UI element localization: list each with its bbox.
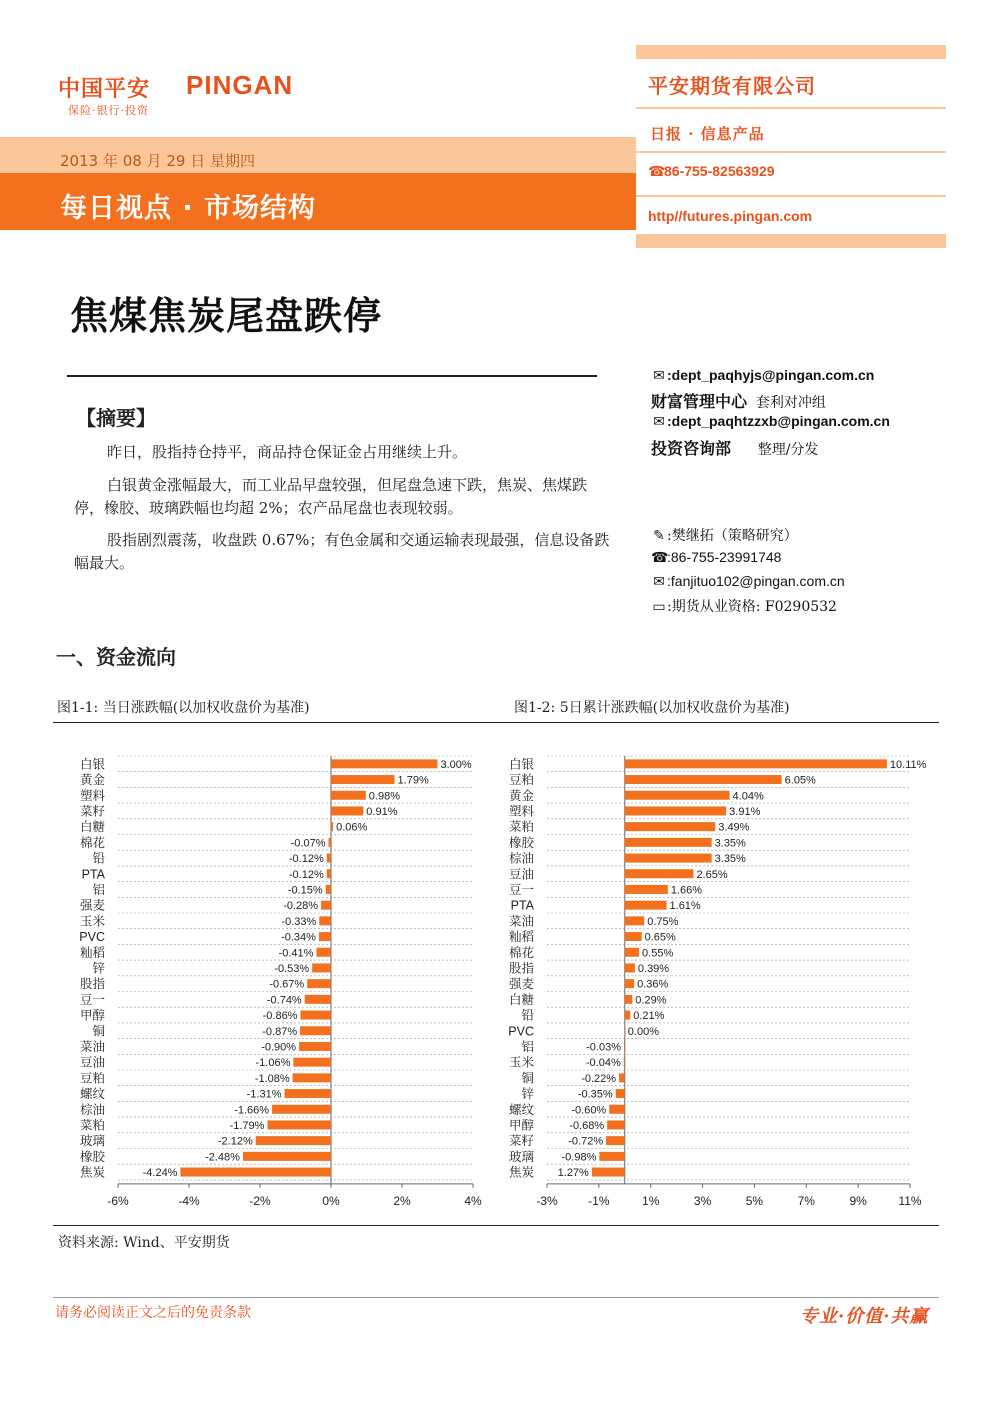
- x-tick-label: 3%: [693, 1193, 712, 1208]
- bar: [331, 822, 333, 831]
- chart-5day-change: [500, 740, 940, 1220]
- data-label: 1.27%: [557, 1167, 589, 1180]
- x-tick-label: 11%: [898, 1193, 922, 1208]
- pen-icon: ✎: [653, 528, 665, 544]
- x-tick-label: 4%: [464, 1193, 482, 1208]
- category-label: 焦炭: [508, 1165, 534, 1180]
- logo-en: PINGAN: [186, 70, 294, 100]
- data-label: 0.21%: [633, 1010, 665, 1023]
- bar: [624, 1058, 625, 1067]
- company-phone: [648, 163, 775, 180]
- category-label: 白糖: [508, 992, 534, 1007]
- bar: [300, 1026, 331, 1035]
- data-label: -0.03%: [586, 1041, 622, 1054]
- data-label: 0.29%: [635, 994, 667, 1007]
- bar: [299, 1042, 331, 1051]
- phone-icon: ☎: [648, 164, 666, 180]
- data-label: -1.08%: [254, 1072, 290, 1085]
- contact-license: [651, 596, 837, 616]
- category-label: 白银: [79, 757, 105, 772]
- x-tick-label: -1%: [588, 1193, 610, 1208]
- data-label: -0.41%: [278, 947, 314, 960]
- category-label: 豆粕: [508, 773, 534, 788]
- bar: [331, 775, 395, 784]
- bar: [321, 901, 331, 910]
- page-title: 焦煤焦炭尾盘跌停: [70, 294, 383, 338]
- bar: [625, 838, 712, 847]
- category-label: 白糖: [79, 820, 105, 835]
- contact-author-phone: [651, 549, 781, 566]
- abstract-paragraph-3: 股指剧烈震荡，收盘跌 0.67%；有色金属和交通运输表现最强，信息设备跌幅最大。: [74, 531, 610, 572]
- bar: [625, 822, 715, 831]
- category-label: 玻璃: [508, 1149, 534, 1164]
- data-label: -0.34%: [281, 931, 316, 944]
- data-label: 6.05%: [784, 774, 816, 787]
- bar: [312, 963, 331, 972]
- contact-author-email[interactable]: [651, 573, 845, 590]
- category-label: 锌: [92, 961, 105, 976]
- contact-email-1-text: :dept_paqhyjs@pingan.com.cn: [667, 367, 875, 383]
- bar: [319, 932, 331, 941]
- data-label: -2.48%: [205, 1151, 240, 1164]
- category-label: 豆油: [508, 867, 534, 882]
- figure-2-caption: 图1-2: 5日累计涨跌幅(以加权收盘价为基准): [514, 700, 790, 716]
- data-label: -0.12%: [288, 853, 324, 866]
- data-label: -0.07%: [290, 837, 326, 850]
- contact-dept-2-name: 投资咨询部: [651, 439, 732, 458]
- data-label: -0.33%: [281, 915, 317, 928]
- bar: [284, 1089, 331, 1098]
- category-label: PVC: [508, 1024, 534, 1039]
- data-label: -0.74%: [266, 994, 302, 1007]
- source-note: 资料来源: Wind、平安期货: [58, 1235, 230, 1251]
- bar: [592, 1168, 625, 1177]
- data-label: 0.00%: [627, 1025, 659, 1038]
- bar: [609, 1105, 625, 1114]
- data-label: -0.22%: [581, 1072, 617, 1085]
- category-label: 橡胶: [79, 1149, 105, 1164]
- x-tick-label: 5%: [745, 1193, 764, 1208]
- bar: [327, 854, 331, 863]
- company-name: 平安期货有限公司: [648, 74, 816, 98]
- data-label: -1.31%: [246, 1088, 282, 1101]
- book-icon: ▭: [652, 599, 666, 615]
- x-tick-label: 7%: [797, 1193, 815, 1208]
- data-label: -1.66%: [234, 1104, 270, 1117]
- category-label: 甲醇: [508, 1118, 534, 1133]
- data-label: 0.91%: [366, 805, 398, 818]
- category-label: 强麦: [508, 977, 534, 992]
- category-label: 铅: [521, 1008, 534, 1023]
- bar: [293, 1058, 331, 1067]
- envelope-icon: ✉: [653, 414, 665, 430]
- footer-rule: [53, 1297, 939, 1298]
- data-label: -0.86%: [262, 1010, 298, 1023]
- data-label: 0.06%: [336, 821, 368, 834]
- category-label: 焦炭: [79, 1165, 105, 1180]
- category-label: 豆油: [79, 1055, 105, 1070]
- bar: [316, 948, 331, 957]
- category-label: 塑料: [508, 804, 534, 819]
- data-label: -0.68%: [569, 1119, 605, 1132]
- bar: [243, 1152, 331, 1161]
- logo-cn: 中国平安: [58, 77, 151, 102]
- data-label: -0.35%: [577, 1088, 613, 1101]
- category-label: 铅: [92, 851, 105, 866]
- title-rule: [67, 375, 597, 377]
- x-tick-label: 1%: [642, 1193, 660, 1208]
- contact-dept-1: [651, 389, 826, 412]
- category-label: 玉米: [79, 914, 105, 929]
- bar: [619, 1073, 625, 1082]
- category-label: 螺纹: [508, 1102, 534, 1117]
- category-label: 白银: [508, 757, 534, 772]
- bar: [625, 854, 712, 863]
- data-label: -0.90%: [261, 1041, 297, 1054]
- category-label: 棕油: [79, 1102, 105, 1117]
- data-label: -0.98%: [561, 1151, 597, 1164]
- bar: [331, 791, 366, 800]
- data-label: 0.39%: [637, 962, 670, 975]
- bar: [267, 1120, 331, 1129]
- bar: [327, 869, 331, 878]
- category-label: 菜粕: [79, 1118, 105, 1133]
- data-label: 0.75%: [647, 915, 679, 928]
- data-label: 0.36%: [637, 978, 669, 991]
- category-label: 铜: [92, 1024, 105, 1039]
- data-label: -0.15%: [287, 884, 323, 897]
- category-label: 铝: [521, 1039, 534, 1054]
- data-label: 1.66%: [670, 884, 703, 897]
- slogan: 专业·价值·共赢: [800, 1306, 929, 1327]
- category-label: 棕油: [508, 851, 534, 866]
- data-label: -4.24%: [142, 1167, 178, 1180]
- bar: [599, 1152, 624, 1161]
- bar: [625, 791, 730, 800]
- category-label: 股指: [508, 961, 534, 976]
- figure-top-rule: [53, 722, 939, 723]
- bar: [625, 932, 642, 941]
- x-tick-label: 2%: [393, 1193, 411, 1208]
- figure-1-caption: 图1-1: 当日涨跌幅(以加权收盘价为基准): [57, 700, 310, 716]
- category-label: PTA: [510, 898, 534, 913]
- data-label: -1.79%: [229, 1119, 265, 1132]
- category-label: 菜籽: [79, 804, 105, 819]
- bar: [272, 1105, 331, 1114]
- category-label: 塑料: [79, 788, 105, 803]
- data-label: -0.12%: [288, 868, 324, 881]
- abstract-paragraph-1: 昨日，股指持仓持平，商品持仓保证金占用继续上升。: [107, 443, 468, 461]
- data-label: 1.79%: [397, 774, 429, 787]
- contact-author-text: :樊继拓（策略研究）: [667, 528, 798, 544]
- x-tick-label: -3%: [536, 1193, 558, 1208]
- category-label: PTA: [81, 867, 105, 882]
- category-label: 甲醇: [79, 1008, 105, 1023]
- category-label: 螺纹: [79, 1087, 105, 1102]
- bar: [305, 995, 331, 1004]
- data-label: -0.72%: [568, 1135, 604, 1148]
- category-label: 玻璃: [79, 1134, 105, 1149]
- abstract-paragraph-2: 白银黄金涨幅最大，而工业品早盘较强，但尾盘急速下跌，焦炭、焦煤跌停，橡胶、玻璃跌幅也均超 2%；农产品尾盘也表现较弱。: [74, 476, 588, 517]
- bar: [625, 885, 668, 894]
- data-label: 0.98%: [368, 790, 400, 803]
- bar: [625, 759, 887, 768]
- bar: [256, 1136, 331, 1145]
- company-url[interactable]: http//futures.pingan.com: [648, 208, 813, 224]
- category-label: 黄金: [79, 773, 105, 788]
- category-label: 豆一: [508, 882, 534, 897]
- bar: [625, 963, 635, 972]
- x-tick-label: -4%: [178, 1193, 200, 1208]
- bar: [625, 948, 639, 957]
- section-title: 一、资金流向: [56, 645, 176, 669]
- bar: [307, 979, 331, 988]
- bar: [331, 806, 363, 815]
- bar: [293, 1073, 331, 1082]
- category-label: 菜粕: [508, 820, 534, 835]
- contact-dept-1-sub: 套利对冲组: [755, 395, 826, 411]
- bar: [625, 806, 726, 815]
- contact-dept-2: [651, 436, 818, 459]
- data-label: -0.60%: [571, 1104, 607, 1117]
- contact-author: [651, 525, 798, 545]
- data-label: -0.87%: [262, 1025, 298, 1038]
- bar: [625, 869, 694, 878]
- bar: [606, 1136, 625, 1145]
- bar: [329, 838, 331, 847]
- envelope-icon: ✉: [653, 368, 665, 384]
- disclaimer-link[interactable]: 请务必阅读正文之后的免责条款: [55, 1305, 251, 1321]
- envelope-icon: ✉: [653, 574, 665, 590]
- category-label: 强麦: [79, 898, 105, 913]
- contact-email-1[interactable]: [651, 367, 874, 384]
- bar: [616, 1089, 625, 1098]
- category-label: 铝: [92, 882, 105, 897]
- category-label: PVC: [79, 930, 105, 945]
- x-tick-label: 0%: [322, 1193, 340, 1208]
- x-tick-label: 9%: [849, 1193, 867, 1208]
- chart-daily-change: [53, 740, 493, 1220]
- bar: [300, 1011, 331, 1020]
- company-phone-number: 86-755-82563929: [664, 163, 775, 179]
- data-label: 10.11%: [889, 758, 927, 771]
- category-label: 铜: [521, 1071, 534, 1086]
- data-label: 3.35%: [714, 837, 746, 850]
- category-label: 菜油: [508, 914, 534, 929]
- bar: [625, 979, 634, 988]
- x-tick-label: -6%: [107, 1193, 129, 1208]
- category-label: 菜籽: [508, 1134, 534, 1149]
- bar: [625, 916, 644, 925]
- report-date: 2013 年 08 月 29 日 星期四: [60, 152, 255, 170]
- bar: [625, 995, 633, 1004]
- data-label: 0.65%: [644, 931, 676, 944]
- phone-icon: ☎: [651, 550, 669, 566]
- data-label: 3.49%: [718, 821, 750, 834]
- category-label: 豆一: [79, 992, 105, 1007]
- category-label: 玉米: [508, 1055, 534, 1070]
- data-label: 3.91%: [729, 805, 761, 818]
- bar: [319, 916, 331, 925]
- category-label: 棉花: [79, 835, 105, 850]
- category-label: 棉花: [508, 945, 534, 960]
- abstract-heading: 【摘要】: [76, 406, 156, 430]
- data-label: 3.35%: [714, 853, 746, 866]
- bar: [625, 775, 782, 784]
- contact-author-email-text: :fanjituo102@pingan.com.cn: [667, 573, 845, 589]
- data-label: -0.53%: [274, 962, 310, 975]
- category-label: 籼稻: [79, 945, 105, 960]
- bar: [625, 1011, 630, 1020]
- category-label: 黄金: [508, 788, 534, 803]
- product-type: 日报 · 信息产品: [650, 125, 765, 143]
- contact-license-text: :期货从业资格: F0290532: [667, 599, 837, 615]
- category-label: 股指: [79, 977, 105, 992]
- logo-tagline: 保险·银行·投资: [68, 104, 149, 117]
- data-label: 3.00%: [440, 758, 472, 771]
- category-label: 菜油: [79, 1039, 105, 1054]
- data-label: -2.12%: [217, 1135, 253, 1148]
- bar: [624, 1042, 625, 1051]
- category-label: 豆粕: [79, 1071, 105, 1086]
- x-tick-label: -2%: [249, 1193, 271, 1208]
- data-label: -0.67%: [269, 978, 305, 991]
- data-label: 4.04%: [732, 790, 764, 803]
- category-label: 橡胶: [508, 835, 534, 850]
- contact-author-phone-text: :86-755-23991748: [667, 549, 782, 565]
- contact-email-2[interactable]: [651, 413, 890, 430]
- bar: [331, 759, 438, 768]
- banner-title: 每日视点 · 市场结构: [60, 193, 317, 224]
- contact-dept-2-sub: 整理/分发: [757, 442, 819, 458]
- data-label: -0.04%: [585, 1057, 621, 1070]
- contact-email-2-text: :dept_paqhtzzxb@pingan.com.cn: [667, 413, 890, 429]
- bar: [326, 885, 331, 894]
- data-label: 1.61%: [669, 900, 701, 913]
- data-label: -0.28%: [283, 900, 319, 913]
- bar: [625, 901, 667, 910]
- data-label: 2.65%: [696, 868, 728, 881]
- bar: [625, 1026, 626, 1035]
- data-label: 0.55%: [642, 947, 674, 960]
- category-label: 锌: [521, 1087, 534, 1102]
- bar: [180, 1168, 331, 1177]
- data-label: -1.06%: [255, 1057, 291, 1070]
- contact-dept-1-name: 财富管理中心: [651, 392, 748, 411]
- category-label: 籼稻: [508, 930, 534, 945]
- figure-bottom-rule: [53, 1225, 939, 1226]
- bar: [607, 1120, 625, 1129]
